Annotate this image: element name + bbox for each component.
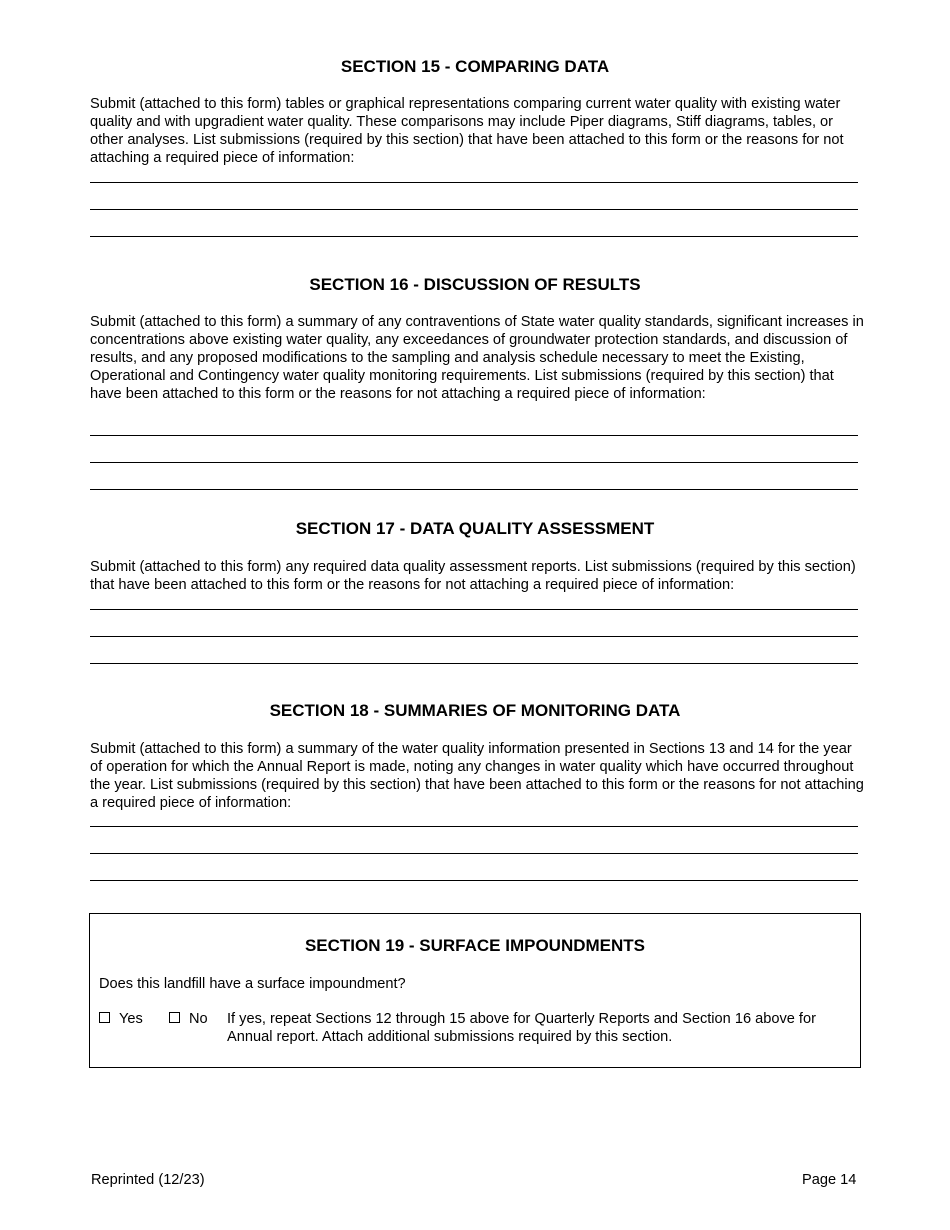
no-checkbox[interactable] (169, 1012, 180, 1023)
section-18-heading: SECTION 18 - SUMMARIES OF MONITORING DATA (269, 701, 681, 720)
page-number: Page 14 (802, 1172, 857, 1188)
section-16-answer-line-3[interactable] (90, 489, 858, 490)
yes-label[interactable]: Yes (119, 1011, 143, 1027)
section-18-answer-line-3[interactable] (90, 880, 858, 881)
section-17-heading: SECTION 17 - DATA QUALITY ASSESSMENT (295, 519, 655, 538)
reprint-date: Reprinted (12/23) (91, 1172, 205, 1188)
surface-impoundment-question: Does this landfill have a surface impoundment? (99, 976, 406, 992)
section-16-answer-line-2[interactable] (90, 462, 858, 463)
section-18-answer-line-2[interactable] (90, 853, 858, 854)
section-15-answer-line-2[interactable] (90, 209, 858, 210)
section-19-heading: SECTION 19 - SURFACE IMPOUNDMENTS (304, 936, 646, 955)
no-label[interactable]: No (189, 1011, 208, 1027)
section-15-heading: SECTION 15 - COMPARING DATA (340, 57, 610, 76)
surface-impoundment-note: If yes, repeat Sections 12 through 15 above for Quarterly Reports and Section 16 above for Annual report. Attach additional submissions required by this section. (227, 1011, 816, 1045)
section-15-instructions: Submit (attached to this form) tables or graphical representations comparing current water quality with existing water quality and with upgradient water quality. These comparisons may include Piper diagrams, Stiff diagrams, tables, or other analyses. List submissions (required by this section) that have been attached to this form or the reasons for not attaching a required piece of information: (90, 96, 844, 166)
section-17-answer-line-2[interactable] (90, 636, 858, 637)
section-18-answer-line-1[interactable] (90, 826, 858, 827)
section-17-answer-line-3[interactable] (90, 663, 858, 664)
section-15-answer-line-1[interactable] (90, 182, 858, 183)
section-16-heading: SECTION 16 - DISCUSSION OF RESULTS (309, 275, 641, 294)
section-19-box (89, 913, 861, 1068)
section-17-answer-line-1[interactable] (90, 609, 858, 610)
section-18-instructions: Submit (attached to this form) a summary of the water quality information presented in Sections 13 and 14 for the year of operation for which the Annual Report is made, noting any changes in water quality which have occurred throughout the year. List submissions (required by this section) that have been attached to this form or the reasons for not attaching a required piece of information: (90, 741, 864, 811)
yes-checkbox[interactable] (99, 1012, 110, 1023)
section-16-answer-line-1[interactable] (90, 435, 858, 436)
section-15-answer-line-3[interactable] (90, 236, 858, 237)
section-17-instructions: Submit (attached to this form) any required data quality assessment reports. List submissions (required by this section) that have been attached to this form or the reasons for not attaching a required piece of information: (90, 559, 856, 593)
section-16-instructions: Submit (attached to this form) a summary of any contraventions of State water quality standards, significant increases in concentrations above existing water quality, any exceedances of groundwater protection standards, and discussion of results, and any proposed modifications to the sampling and analysis schedule necessary to meet the Existing, Operational and Contingency water quality monitoring requirements. List submissions (required by this section) that have been attached to this form or the reasons for not attaching a required piece of information: (90, 314, 864, 402)
